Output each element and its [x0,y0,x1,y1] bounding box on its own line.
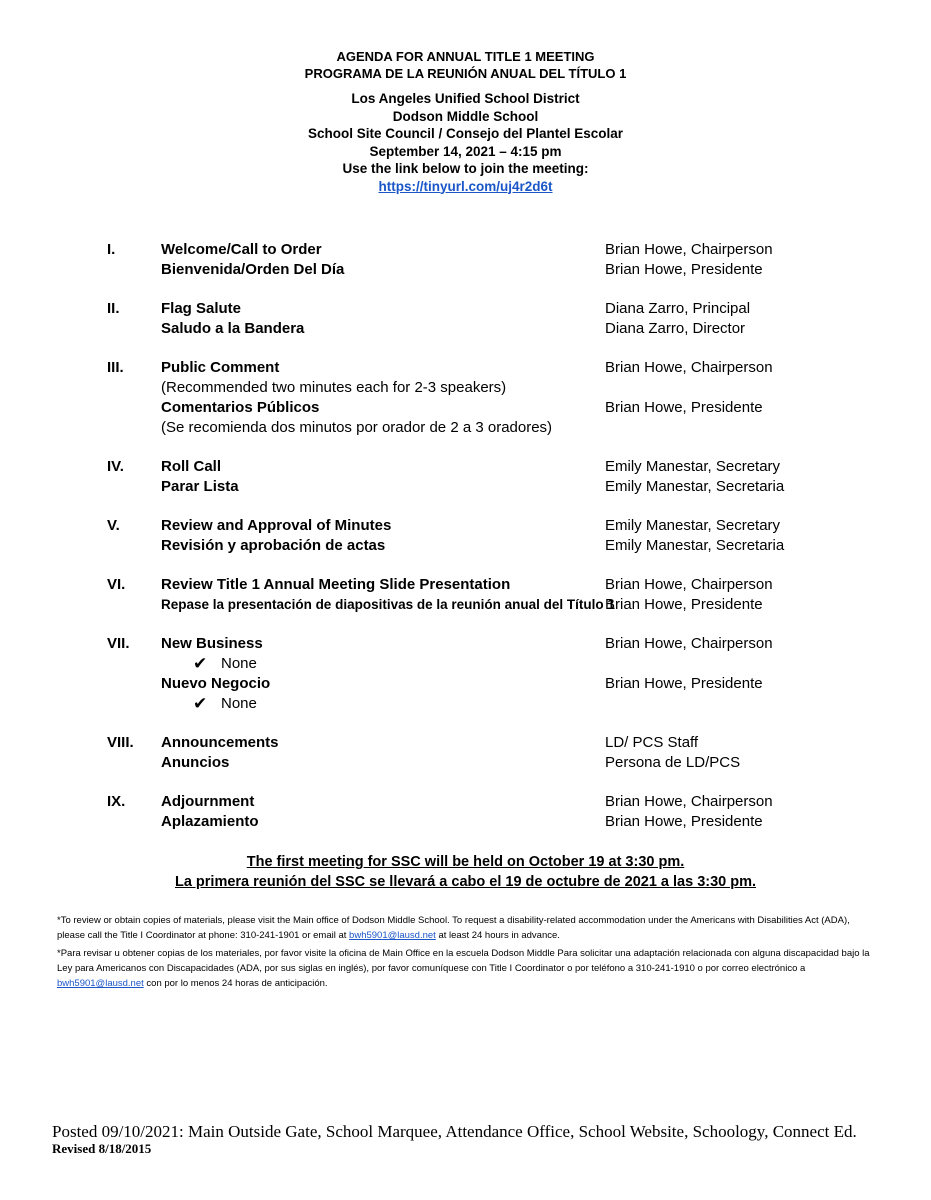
item-person-es: Brian Howe, Presidente [605,399,763,416]
item-number: VI. [107,576,126,593]
meeting-date: September 14, 2021 – 4:15 pm [369,143,562,159]
footnote-en: *To review or obtain copies of materials, please visit the Main office of Dodson Middle School. To request a disability-related accommodation under the Americans with Disabilities Act (ADA), please call the Title I Coordinator at phone: 310-241-1901 or email at bwh5901@lausd.net at least 24 hours in advance. [57,915,850,941]
item-number: VII. [107,635,130,652]
item-title-en: Adjournment [161,793,255,810]
item-person-en: Emily Manestar, Secretary [605,517,781,534]
footnote-es: *Para revisar u obtener copias de los materiales, por favor visite la oficina de Main Office en la escuela Dodson Middle Para solicitar una adaptación relacionada con alguna discapacidad bajo la Ley para Americanos con Discapacidades (ADA, por sus siglas en inglés), por favor comuníquese con Title I Coordinator o por teléfono a 310-241-1910 o por correo electrónico a bwh5901@lausd.net con por lo menos 24 horas de anticipación. [57,948,870,989]
agenda-item-es [0,319,931,339]
item-person-es: Brian Howe, Presidente [605,261,763,278]
email-link[interactable]: bwh5901@lausd.net [349,930,436,941]
notice-es: La primera reunión del SSC se llevará a cabo el 19 de octubre de 2021 a las 3:30 pm. [174,874,757,890]
email-link[interactable]: bwh5901@lausd.net [57,978,144,989]
district-name: Los Angeles Unified School District [351,91,580,106]
item-number: I. [107,241,116,258]
item-number: VIII. [107,734,134,751]
item-person-es: Brian Howe, Presidente [605,813,763,830]
agenda-subitem [0,694,931,714]
item-person-en: Brian Howe, Chairperson [605,793,773,810]
item-person-es: Brian Howe, Presidente [605,675,763,692]
item-title-es: Repase la presentación de diapositivas de la reunión anual del Título 1 [161,597,615,612]
agenda-item [0,634,931,654]
posted-notice: Posted 09/10/2021: Main Outside Gate, School Marquee, Attendance Office, School Website, Schoology, Connect Ed. [52,1122,857,1141]
item-person-es: Persona de LD/PCS [605,754,741,771]
item-title-es: Parar Lista [161,478,239,495]
item-person-en: Brian Howe, Chairperson [605,635,773,652]
item-title-en: New Business [161,635,263,652]
item-title-es: Aplazamiento [161,813,259,830]
agenda-item-es [0,536,931,556]
agenda-item [0,733,931,753]
item-person-es: Diana Zarro, Director [605,320,746,337]
agenda-item-es [0,398,931,418]
agenda-item-es [0,753,931,773]
document-header [0,48,931,196]
item-title-en: Welcome/Call to Order [161,241,322,258]
agenda-item-es [0,595,931,615]
revised-date: Revised 8/18/2015 [52,1141,152,1156]
item-number: IX. [107,793,126,810]
agenda-item [0,516,931,536]
agenda-item-note-es [0,418,931,438]
item-number: III. [107,359,124,376]
item-note-en: (Recommended two minutes each for 2-3 speakers) [161,379,507,396]
agenda-item-note-en [0,378,931,398]
checkmark-icon: ✔ [193,654,208,673]
item-person-es: Brian Howe, Presidente [605,596,763,613]
agenda-title-en: AGENDA FOR ANNUAL TITLE 1 MEETING [336,49,595,64]
item-number: II. [107,300,120,317]
item-title-es: Nuevo Negocio [161,675,271,692]
school-name: Dodson Middle School [392,108,539,124]
agenda-item-es [0,674,931,694]
item-title-es: Anuncios [161,754,230,771]
agenda-item-es [0,260,931,280]
agenda-list [0,240,931,832]
item-person-es: Emily Manestar, Secretaria [605,537,785,554]
item-number: IV. [107,458,124,475]
item-title-en: Roll Call [161,458,222,475]
link-intro: Use the link below to join the meeting: [342,161,589,176]
agenda-title-es: PROGRAMA DE LA REUNIÓN ANUAL DEL TÍTULO 1 [304,66,627,81]
agenda-item-es [0,812,931,832]
subitem-text: None [221,655,257,672]
notice-en: The first meeting for SSC will be held on October 19 at 3:30 pm. [246,854,685,870]
item-title-es: Saludo a la Bandera [161,320,305,337]
item-person-es: Emily Manestar, Secretaria [605,478,785,495]
agenda-item [0,457,931,477]
item-title-en: Public Comment [161,359,280,376]
item-title-en: Review Title 1 Annual Meeting Slide Presentation [161,576,511,593]
item-number: V. [107,517,120,534]
item-person-en: Brian Howe, Chairperson [605,359,773,376]
agenda-item [0,792,931,812]
item-person-en: Emily Manestar, Secretary [605,458,781,475]
item-title-en: Announcements [161,734,279,751]
subitem-text: None [221,695,257,712]
meeting-link[interactable]: https://tinyurl.com/uj4r2d6t [378,178,553,194]
council-name: School Site Council / Consejo del Plantel Escolar [307,126,624,141]
item-person-en: Diana Zarro, Principal [605,300,751,317]
item-title-es: Revisión y aprobación de actas [161,537,386,554]
agenda-item [0,358,931,378]
item-person-en: Brian Howe, Chairperson [605,241,773,258]
agenda-item [0,575,931,595]
item-title-es: Comentarios Públicos [161,399,320,416]
item-title-en: Flag Salute [161,300,242,317]
agenda-subitem [0,654,931,674]
agenda-item [0,299,931,319]
agenda-item-es [0,477,931,497]
agenda-item [0,240,931,260]
item-person-en: LD/ PCS Staff [605,734,699,751]
item-title-es: Bienvenida/Orden Del Día [161,261,345,278]
item-note-es: (Se recomienda dos minutos por orador de 2 a 3 oradores) [161,419,553,436]
item-title-en: Review and Approval of Minutes [161,517,392,534]
next-meeting-notice [0,852,931,892]
item-person-en: Brian Howe, Chairperson [605,576,773,593]
checkmark-icon: ✔ [193,694,208,713]
